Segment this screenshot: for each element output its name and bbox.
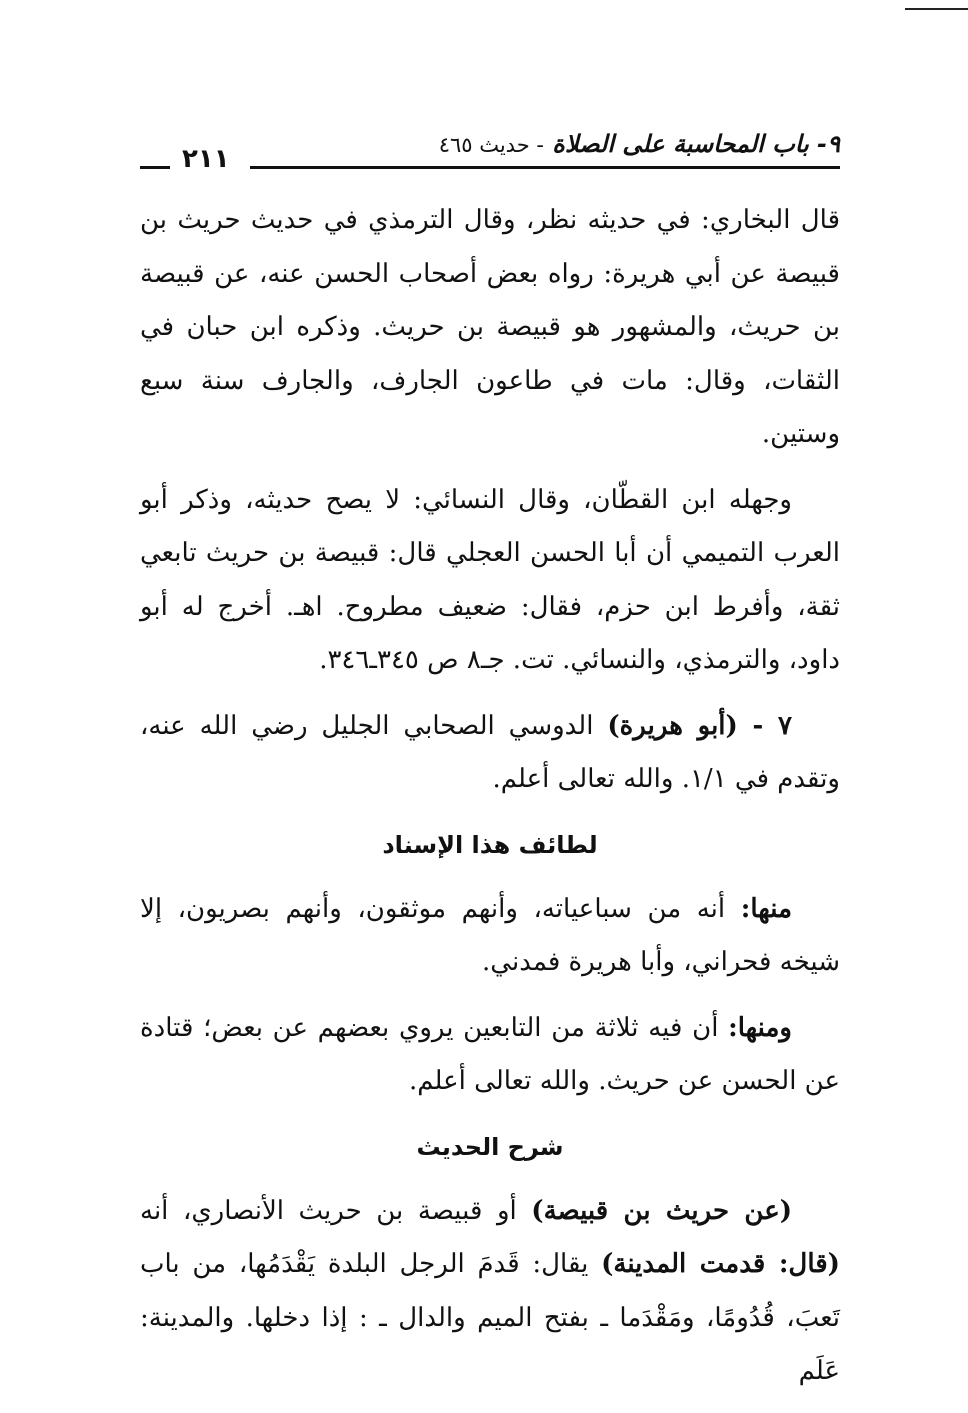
sharh-text-1: أو قبيصة بن حريث الأنصاري، أنه bbox=[140, 1195, 532, 1226]
corner-rule bbox=[905, 8, 968, 10]
sharh-quote-2: (قال: قدمت المدينة) bbox=[601, 1249, 840, 1279]
section-heading-isnad: لطائف هذا الإسناد bbox=[382, 830, 598, 859]
chapter-title bbox=[439, 130, 840, 158]
sharh-paragraph bbox=[140, 1185, 840, 1399]
isnad-point-1-text: أنه من سباعياته، وأنهم موثقون، وأنهم بصريون، إلا شيخه فحراني، وأبا هريرة فمدني. bbox=[140, 893, 840, 977]
paragraph-1: قال البخاري: في حديثه نظر، وقال الترمذي في حديث حريث بن قبيصة عن أبي هريرة: رواه بعض أصحاب الحسن عنه، عن قبيصة بن حريث، والمشهور هو قبيصة بن حريث. وذكره ابن حبان في الثقات، وقال: مات في طاعون الجارف، والجارف سنة سبع وستين. bbox=[140, 205, 841, 449]
paragraph-3 bbox=[140, 700, 840, 807]
page-header bbox=[140, 126, 840, 182]
header-rule-right bbox=[250, 166, 840, 169]
header-rule-left bbox=[140, 166, 170, 169]
isnad-point-1-prefix: منها: bbox=[740, 893, 792, 924]
paragraph-3-text: الدوسي الصحابي الجليل رضي الله عنه، وتقدم في ١/١. والله تعالى أعلم. bbox=[140, 710, 840, 794]
section-heading-sharh: شرح الحديث bbox=[416, 1132, 564, 1161]
isnad-point-2-text: أن فيه ثلاثة من التابعين يروي بعضهم عن بعض؛ قتادة عن الحسن عن حريث. والله تعالى أعلم. bbox=[140, 1012, 840, 1096]
hadith-reference: - حديث ٤٦٥ bbox=[438, 133, 544, 157]
isnad-point-2-prefix: ومنها: bbox=[728, 1012, 792, 1043]
chapter-name: ٩- باب المحاسبة على الصلاة bbox=[552, 130, 840, 158]
page-body bbox=[140, 194, 840, 1411]
narrator-name: ٧ - (أبو هريرة) bbox=[607, 710, 792, 741]
sharh-text-2: يقال: قَدمَ الرجل البلدة يَقْدَمُها، من باب تَعبَ، قُدُومًا، ومَقْدَما ـ بفتح الميم والدال ـ : إذا دخلها. والمدينة: عَلَم bbox=[140, 1249, 840, 1386]
page-number: ٢١١ bbox=[182, 144, 230, 174]
paragraph-2: وجهله ابن القطّان، وقال النسائي: لا يصح حديثه، وذكر أبو العرب التميمي أن أبا الحسن العجلي قال: قبيصة بن حريث تابعي ثقة، وأفرط ابن حزم، فقال: ضعيف مطروح. اهـ. أخرج له أبو داود، والترمذي، والنسائي. تت. جـ٨ ص ٣٤٥ـ٣٤٦. bbox=[140, 484, 840, 675]
isnad-point-2 bbox=[140, 1002, 840, 1109]
isnad-point-1 bbox=[140, 883, 840, 990]
sharh-quote-1: (عن حريث بن قبيصة) bbox=[531, 1195, 793, 1226]
